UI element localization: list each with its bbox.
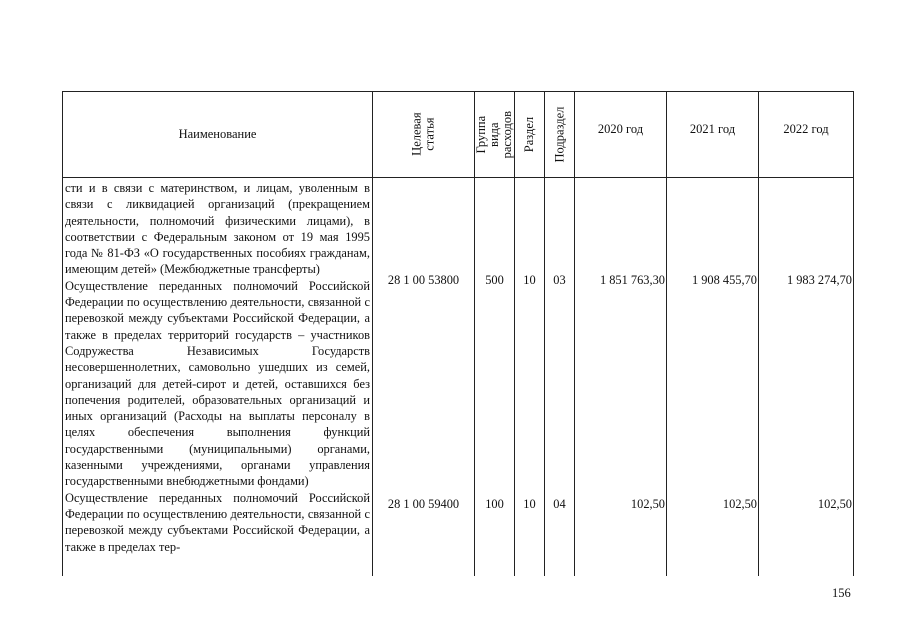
name-column bbox=[65, 180, 370, 555]
row-2-2021: 102,50 bbox=[722, 497, 757, 511]
page-number: 156 bbox=[832, 586, 851, 600]
row-2-subsection: 04 bbox=[553, 497, 566, 511]
row-2-2020: 102,50 bbox=[630, 497, 665, 511]
header-2020: 2020 год bbox=[597, 121, 644, 136]
header-subsection: Подраздел bbox=[551, 106, 566, 163]
header-name: Наименование bbox=[178, 126, 257, 141]
header-expense-group-cell bbox=[475, 92, 514, 177]
row-2-article: 28 1 00 59400 bbox=[387, 497, 460, 511]
row-2-name: Осуществление переданных полномочий Российской Федерации по осуществлению деятельности, связанной с перевозкой между субъектами Российской Федерации, а также в пределах территорий государств – участников Содружества Независимых Государств несовершеннолетних, самовольно ушедших из семей, организаций для детей-сирот и детей, оставшихся без попечения родителей, образовательных организаций и иных организаций (Расходы на выплаты персоналу в целях обеспечения выполнения функций государственными (муниципальными) органами, казенными учреждениями, органами управления государственными внебюджетными фондами) bbox=[65, 278, 370, 489]
row-1-name: сти и в связи с материнством, и лицам, уволенным в связи с ликвидацией организаций (прекращением деятельности, полномочий физическими лицами), в соответствии с Федеральным законом от 19 мая 1995 года № 81-ФЗ «О государственных пособиях гражданам, имеющим детей» (Межбюджетные трансферты) bbox=[65, 181, 370, 277]
header-target-article: Целевая статья bbox=[409, 112, 437, 157]
row-1-group: 500 bbox=[485, 273, 504, 287]
row-1-section: 10 bbox=[523, 273, 536, 287]
row-1-subsection: 03 bbox=[553, 273, 566, 287]
row-2-group: 100 bbox=[485, 497, 504, 511]
row-2-section: 10 bbox=[523, 497, 536, 511]
header-expense-group: Группа вида расходов bbox=[473, 110, 515, 159]
row-1-2020: 1 851 763,30 bbox=[599, 273, 665, 287]
table-right-border bbox=[853, 91, 854, 576]
row-1-2021: 1 908 455,70 bbox=[691, 273, 757, 287]
row-3-name: Осуществление переданных полномочий Российской Федерации по осуществлению деятельности, связанной с перевозкой между субъектами Российской Федерации, а также в пределах тер- bbox=[65, 490, 370, 554]
header-2021: 2021 год bbox=[689, 121, 736, 136]
row-1-article: 28 1 00 53800 bbox=[387, 273, 460, 287]
row-2-2022: 102,50 bbox=[817, 497, 852, 511]
header-bottom-border bbox=[62, 177, 854, 178]
header-target-article-cell bbox=[373, 92, 474, 177]
row-1-2022: 1 983 274,70 bbox=[786, 273, 852, 287]
header-subsection-cell bbox=[545, 92, 574, 177]
header-2022: 2022 год bbox=[783, 121, 829, 136]
header-section-cell bbox=[515, 92, 544, 177]
header-section: Раздел bbox=[521, 116, 536, 153]
